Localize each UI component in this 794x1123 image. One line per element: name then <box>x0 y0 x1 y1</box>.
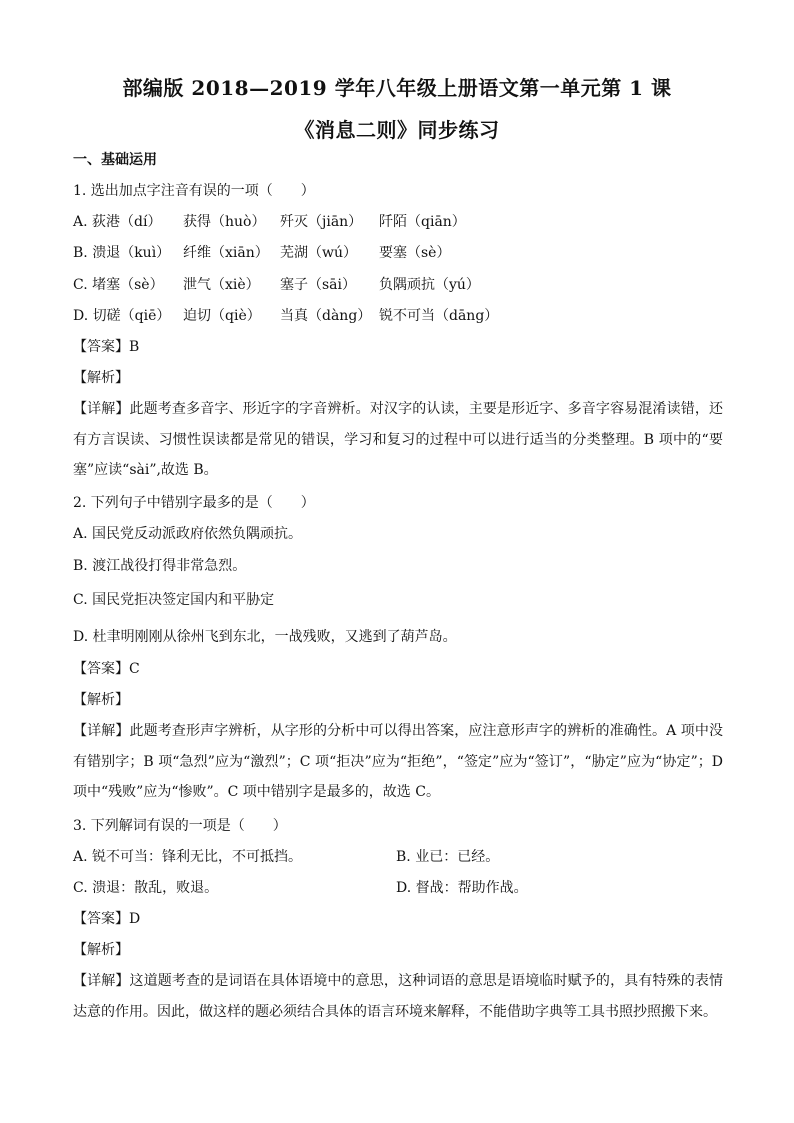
question-2-answer: 【答案】C <box>73 661 140 677</box>
option-cell: 迫切（qiè） <box>183 308 261 324</box>
option-cell: C. 堵塞（sè） <box>73 277 164 293</box>
section-heading: 一、基础运用 <box>73 152 157 168</box>
option-cell: D. 督战：帮助作战。 <box>396 880 528 896</box>
question-1-option-c <box>73 275 733 295</box>
question-3-answer: 【答案】D <box>73 911 141 927</box>
question-3-options-row-1 <box>73 847 733 867</box>
question-2-analysis-label: 【解析】 <box>73 692 129 708</box>
option-cell: 歼灭（jiān） <box>280 214 363 230</box>
question-3-detail: 【详解】这道题考查的是词语在具体语境中的意思，这种词语的意思是语境临时赋予的，具有特殊的表情达意的作用。因此，做这样的题必须结合具体的语言环境来解释，不能借助字典等工具书照抄照搬下来。 <box>73 973 723 1020</box>
question-1-stem: 1. 选出加点字注音有误的一项（ ） <box>73 183 315 199</box>
question-2-detail: 【详解】此题考查形声字辨析，从字形的分析中可以得出答案，应注意形声字的辨析的准确性。A 项中没有错别字；B 项“急烈”应为“激烈”；C 项“拒决”应为“拒绝”，“签定”应为“签订”，“胁定”应为“协定”；D 项中“残败”应为“惨败”。C 项中错别字是最多的，故选 C。 <box>73 723 723 800</box>
question-3-analysis-label: 【解析】 <box>73 942 129 958</box>
option-cell: 当真（dàng） <box>280 308 372 324</box>
question-2-stem: 2. 下列句子中错别字最多的是（ ） <box>73 495 315 511</box>
option-cell: 要塞（sè） <box>379 245 451 261</box>
option-cell: D. 切磋（qiē） <box>73 308 171 324</box>
option-cell: 泄气（xiè） <box>183 277 260 293</box>
option-cell: B. 溃退（kuì） <box>73 245 171 261</box>
document-subtitle: 《消息二则》同步练习 <box>294 118 500 142</box>
question-1-option-b <box>73 243 733 263</box>
question-2-option-d: D. 杜聿明刚刚从徐州飞到东北，一战残败，又逃到了葫芦岛。 <box>73 629 457 645</box>
option-cell: A. 荻港（dí） <box>73 214 162 230</box>
option-cell: 芜湖（wú） <box>280 245 357 261</box>
option-cell: A. 锐不可当：锋利无比，不可抵挡。 <box>73 849 303 865</box>
question-2-option-a: A. 国民党反动派政府依然负隅顽抗。 <box>73 526 303 542</box>
option-cell: B. 业已：已经。 <box>396 849 500 865</box>
question-1-analysis-label: 【解析】 <box>73 370 129 386</box>
question-1-option-d <box>73 306 733 326</box>
option-cell: 负隅顽抗（yú） <box>379 277 480 293</box>
option-cell: 纤维（xiān） <box>183 245 269 261</box>
option-cell: 塞子（sāi） <box>280 277 357 293</box>
option-cell: 阡陌（qiān） <box>379 214 466 230</box>
question-2-option-b: B. 渡江战役打得非常急烈。 <box>73 558 247 574</box>
question-1-answer: 【答案】B <box>73 339 140 355</box>
document-title: 部编版 2018—2019 学年八年级上册语文第一单元第 1 课 <box>122 76 672 100</box>
option-cell: C. 溃退：散乱，败退。 <box>73 880 219 896</box>
option-cell: 锐不可当（dāng） <box>379 308 499 324</box>
question-2-option-c: C. 国民党拒决签定国内和平胁定 <box>73 592 275 608</box>
question-1-option-a <box>73 212 733 232</box>
question-3-options-row-2 <box>73 878 733 898</box>
question-1-detail: 【详解】此题考查多音字、形近字的字音辨析。对汉字的认读，主要是形近字、多音字容易混淆读错，还有方言误读、习惯性误读都是常见的错误，学习和复习的过程中可以进行适当的分类整理。B 项中的“要塞”应读“sài”,故选 B。 <box>73 401 723 478</box>
option-cell: 获得（huò） <box>183 214 266 230</box>
question-3-stem: 3. 下列解词有误的一项是（ ） <box>73 818 287 834</box>
